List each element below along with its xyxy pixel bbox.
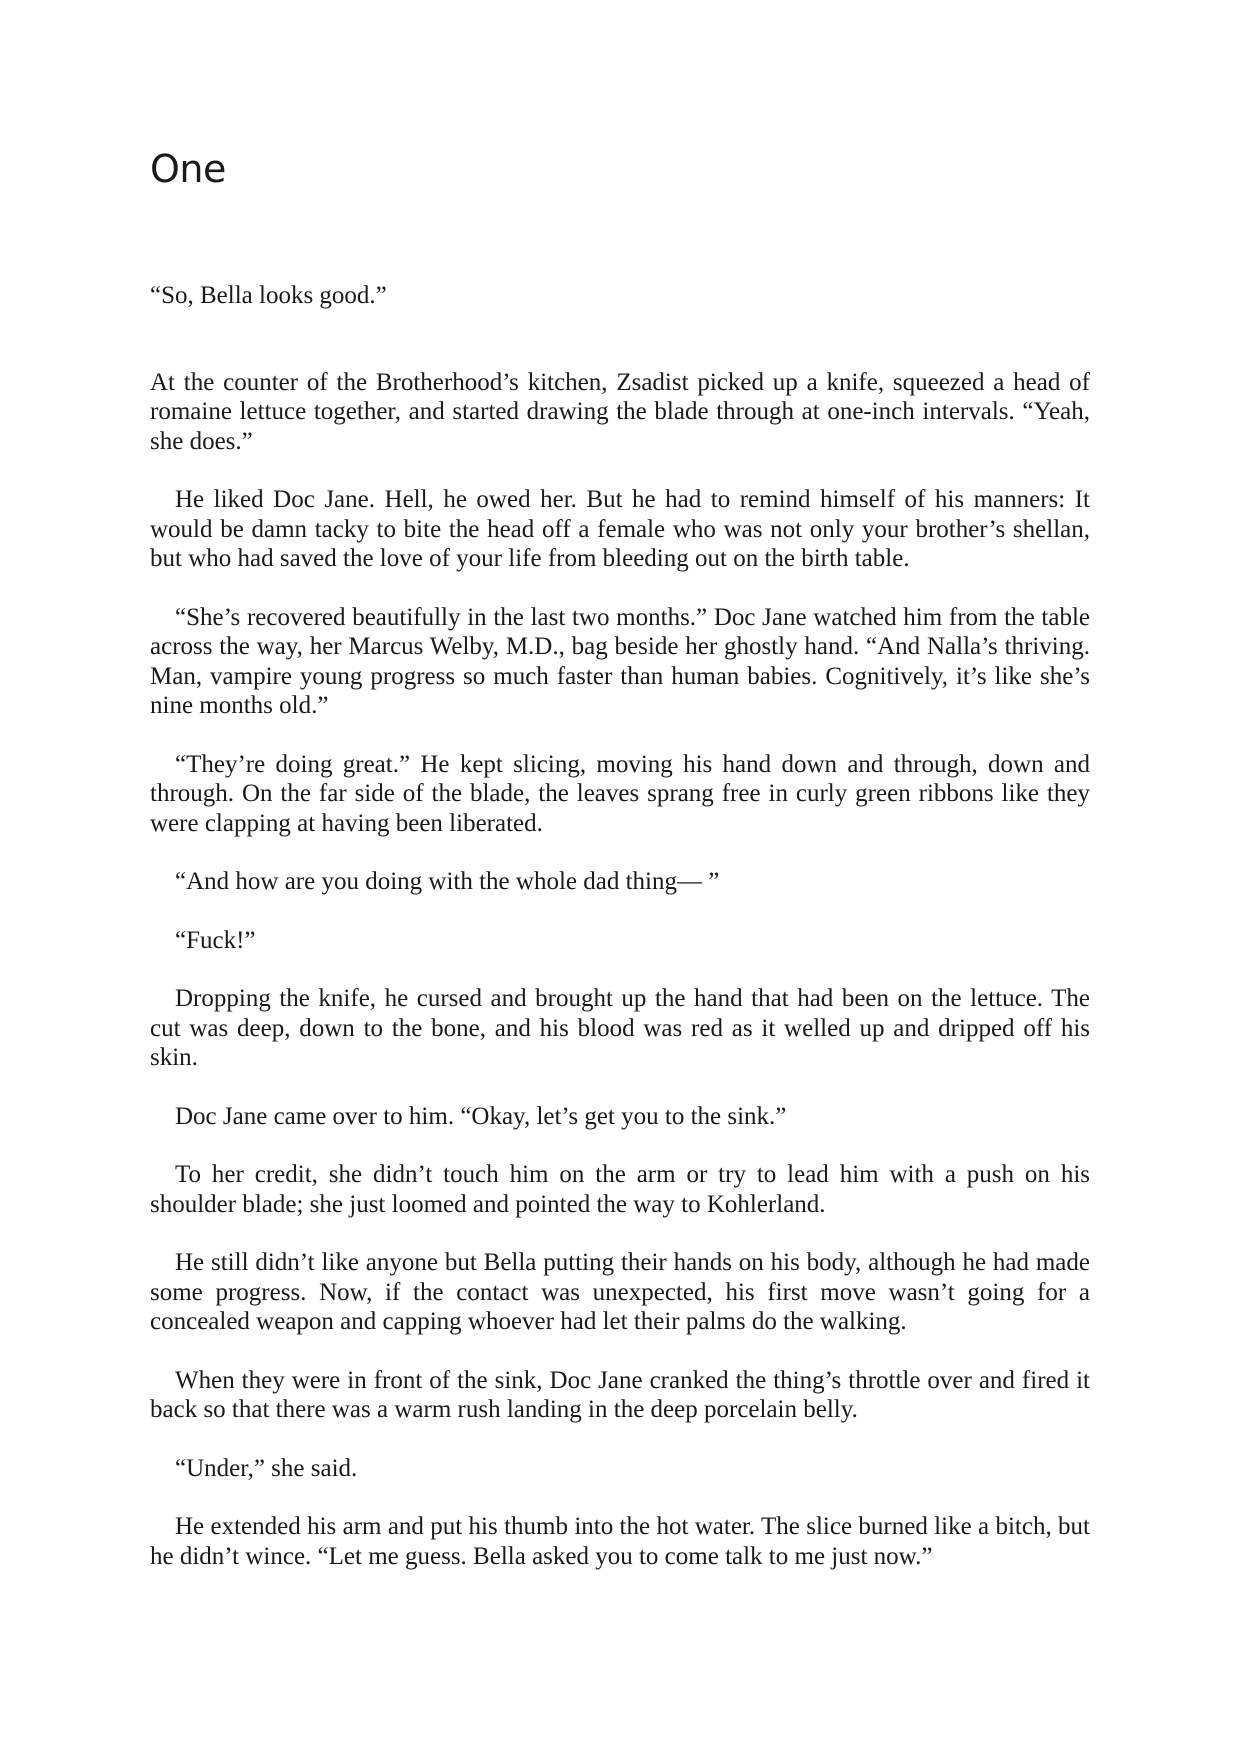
paragraph: He liked Doc Jane. Hell, he owed her. But he had to remind himself of his manners: It would be damn tacky to bite the head off a female who was not only your brother’s shellan, but who had saved the love of your life from bleeding out on the birth table. — [150, 486, 1090, 572]
paragraph: “And how are you doing with the whole dad thing— ” — [175, 868, 720, 895]
paragraph: Dropping the knife, he cursed and brought up the hand that had been on the lettuce. The cut was deep, down to the bone, and his blood was red as it welled up and dripped off his skin. — [150, 985, 1090, 1071]
chapter-title: One — [150, 147, 226, 191]
paragraph: He extended his arm and put his thumb into the hot water. The slice burned like a bitch, but he didn’t wince. “Let me guess. Bella asked you to come talk to me just now.” — [150, 1513, 1090, 1570]
paragraph: “So, Bella looks good.” — [150, 282, 387, 309]
paragraph: “She’s recovered beautifully in the last two months.” Doc Jane watched him from the table across the way, her Marcus Welby, M.D., bag beside her ghostly hand. “And Nalla’s thriving. Man, vampire young progress so much faster than human babies. Cognitively, it’s like she’s nine months old.” — [150, 603, 1090, 719]
paragraph: When they were in front of the sink, Doc Jane cranked the thing’s throttle over and fired it back so that there was a warm rush landing in the deep porcelain belly. — [150, 1366, 1090, 1423]
paragraph: “They’re doing great.” He kept slicing, moving his hand down and through, down and through. On the far side of the blade, the leaves sprang free in curly green ribbons like they were clapping at having been liberated. — [150, 750, 1090, 837]
paragraph: At the counter of the Brotherhood’s kitchen, Zsadist picked up a knife, squeezed a head of romaine lettuce together, and started drawing the blade through at one-inch intervals. “Yeah, she does.” — [150, 368, 1090, 455]
chapter-body — [150, 281, 1090, 1600]
paragraph: He still didn’t like anyone but Bella putting their hands on his body, although he had made some progress. Now, if the contact was unexpected, his first move wasn’t going for a concealed weapon and capping whoever had let their palms do the walking. — [150, 1249, 1090, 1335]
paragraph: “Under,” she said. — [175, 1454, 358, 1482]
paragraph: Doc Jane came over to him. “Okay, let’s get you to the sink.” — [175, 1102, 787, 1130]
paragraph: “Fuck!” — [175, 926, 256, 954]
paragraph: To her credit, she didn’t touch him on the arm or try to lead him with a push on his shoulder blade; she just loomed and pointed the way to Kohlerland. — [150, 1161, 1090, 1218]
